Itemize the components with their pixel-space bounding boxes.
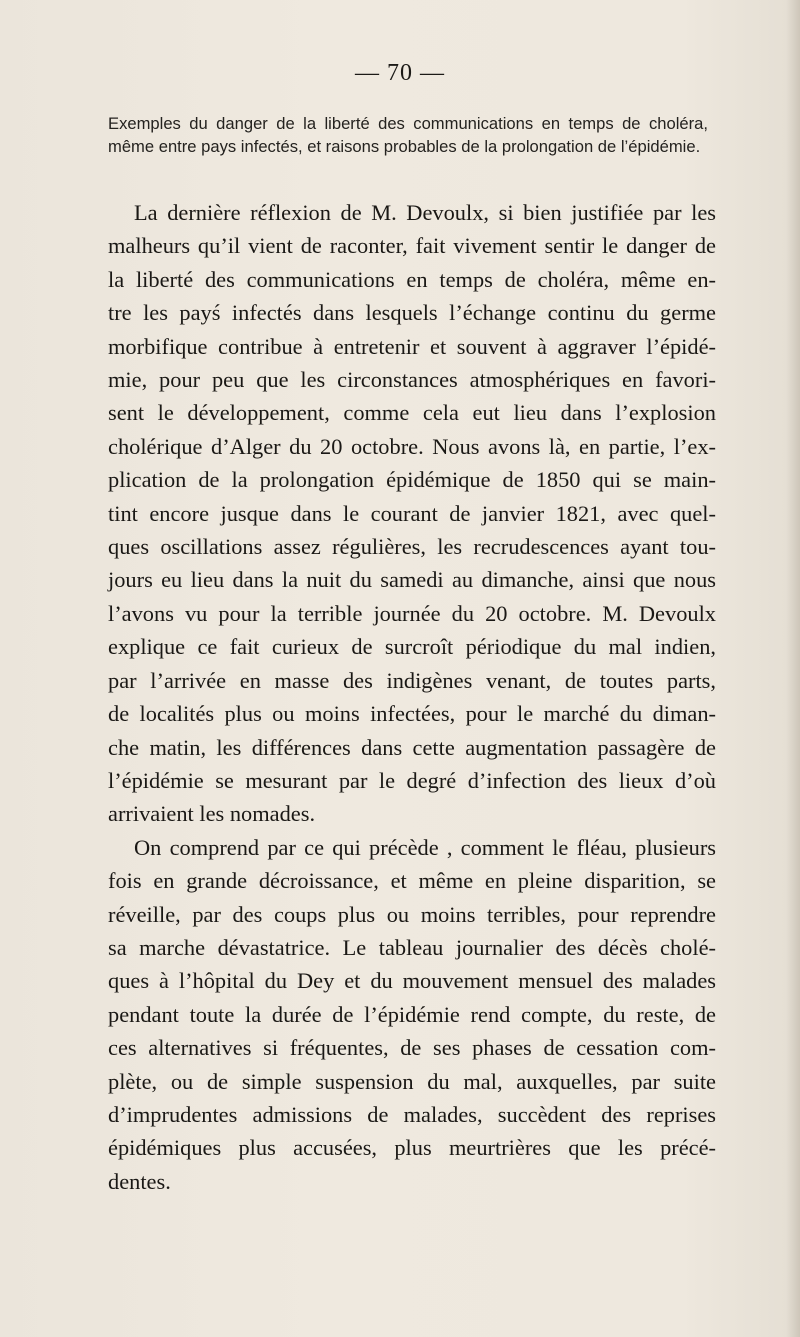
text-line: de localités plus ou moins infectées, pour le marché du diman-	[108, 701, 716, 727]
text-line: l’épidémie se mesurant par le degré d’infection des lieux d’où	[108, 767, 716, 793]
section-summary: Exemples du danger de la liberté des communications en temps de choléra, même entre pays infectés, et raisons probables de la prolongation de l’épidémie.	[108, 114, 708, 156]
text-line: la liberté des communications en temps de choléra, même en-	[108, 266, 716, 292]
text-line: explique ce fait curieux de surcroît périodique du mal indien,	[108, 634, 716, 660]
text-line: sa marche dévastatrice. Le tableau journalier des décès cholé-	[108, 934, 716, 960]
text-line: ques à l’hôpital du Dey et du mouvement mensuel des malades	[108, 968, 716, 994]
text-line: pendant toute la durée de l’épidémie rend compte, du reste, de	[108, 1001, 716, 1027]
text-line: arrivaient les nomades.	[108, 801, 316, 827]
text-line: tre les payś infectés dans lesquels l’échange continu du germe	[108, 300, 716, 326]
text-line: mie, pour peu que les circonstances atmosphériques en favori-	[108, 367, 716, 393]
paragraph-2	[108, 831, 716, 1198]
page-number: — 70 —	[355, 60, 445, 86]
text-line: dentes.	[108, 1168, 171, 1194]
body-text	[108, 196, 716, 1198]
text-line: La dernière réflexion de M. Devoulx, si bien justifiée par les	[134, 200, 716, 225]
paragraph-1	[108, 196, 716, 831]
text-line: che matin, les différences dans cette augmentation passagère de	[108, 734, 716, 760]
text-line: On comprend par ce qui précède , comment le fléau, plusieurs	[134, 834, 716, 860]
text-line: jours eu lieu dans la nuit du samedi au dimanche, ainsi que nous	[108, 567, 716, 593]
page-edge-shadow	[786, 0, 800, 1337]
text-line: d’imprudentes admissions de malades, succèdent des reprises	[108, 1101, 716, 1127]
text-line: réveille, par des coups plus ou moins terribles, pour reprendre	[108, 901, 716, 927]
text-line: ques oscillations assez régulières, les recrudescences ayant tou-	[108, 534, 716, 560]
text-line: plète, ou de simple suspension du mal, auxquelles, par suite	[108, 1068, 716, 1094]
text-line: morbifique contribue à entretenir et souvent à aggraver l’épidé-	[108, 333, 716, 359]
text-line: l’avons vu pour la terrible journée du 20 octobre. M. Devoulx	[108, 600, 716, 626]
text-line: fois en grande décroissance, et même en pleine disparition, se	[108, 868, 716, 894]
text-line: sent le développement, comme cela eut lieu dans l’explosion	[108, 400, 716, 426]
text-line: malheurs qu’il vient de raconter, fait vivement sentir le danger de	[108, 233, 716, 259]
text-line: épidémiques plus accusées, plus meurtrières que les précé-	[108, 1135, 716, 1161]
text-line: plication de la prolongation épidémique de 1850 qui se main-	[108, 467, 716, 493]
text-line: ces alternatives si fréquentes, de ses phases de cessation com-	[108, 1035, 716, 1061]
text-line: par l’arrivée en masse des indigènes venant, de toutes parts,	[108, 667, 716, 693]
text-line: tint encore jusque dans le courant de janvier 1821, avec quel-	[108, 500, 716, 526]
text-line: cholérique d’Alger du 20 octobre. Nous avons là, en partie, l’ex-	[108, 433, 716, 459]
